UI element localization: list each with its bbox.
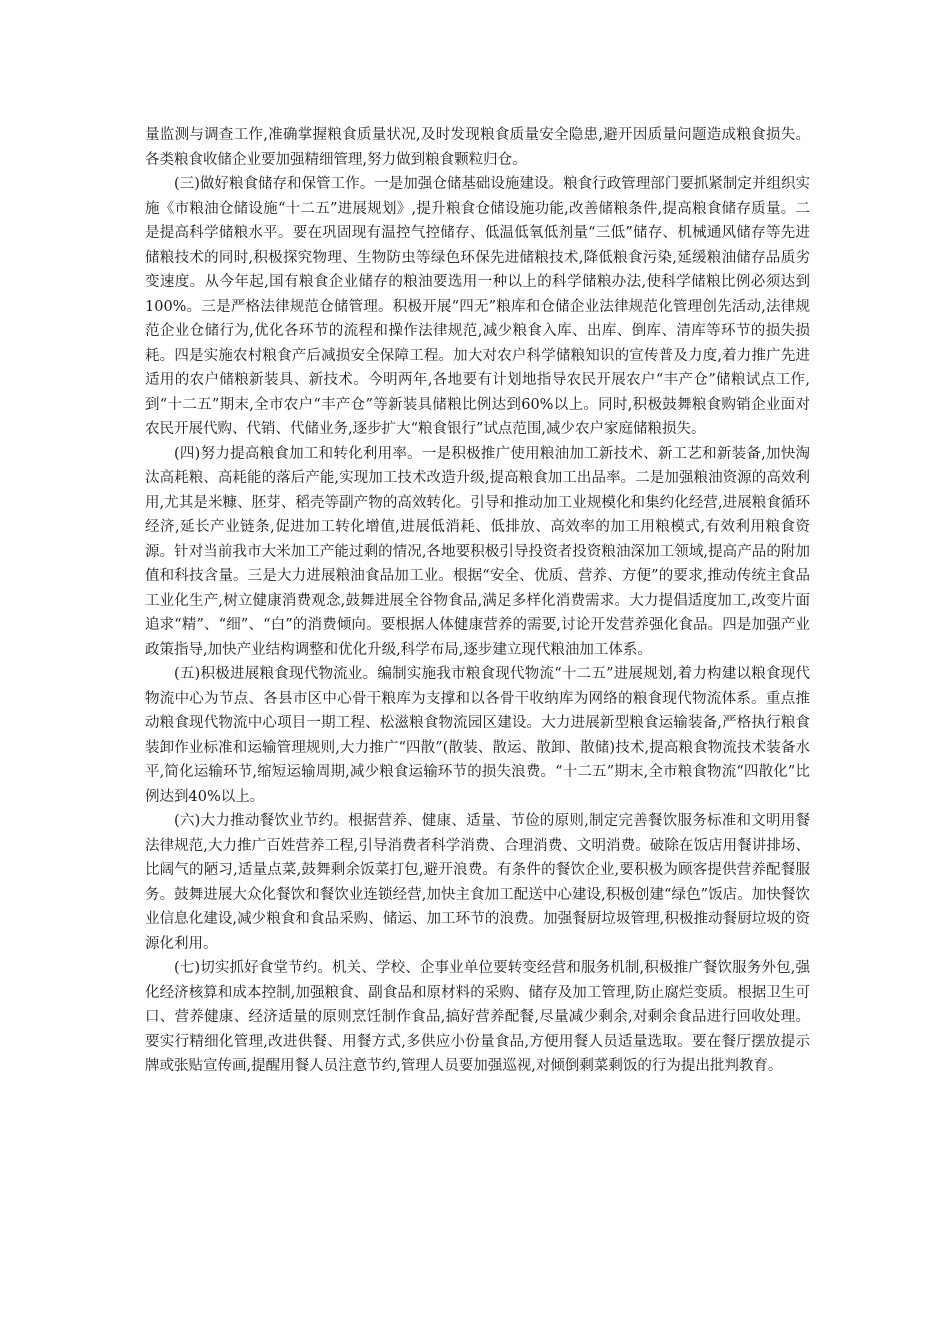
paragraph-section-3-grain-storage: (三)做好粮食储存和保管工作。一是加强仓储基础设施建设。粮食行政管理部门要抓紧制定并组织实施《市粮油仓储设施“十二五”进展规划》,提升粮食仓储设施功能,改善储粮条件,提高粮食储存质量。二是提高科学储粮水平。要在巩固现有温控气控储存、低温低氧低剂量“三低”储存、机械通风储存等先进储粮技术的同时,积极探究物理、生物防虫等绿色环保先进储粮技术,降低粮食污染,延缓粮油储存品质劣变速度。从今年起,国有粮食企业储存的粮油要选用一种以上的科学储粮办法,使科学储粮比例必须达到100%。三是严格法律规范仓储管理。积极开展“四无”粮库和仓储企业法律规范化管理创先活动,法律规范企业仓储行为,优化各环节的流程和操作法律规范,减少粮食入库、出库、倒库、清库等环节的损失损耗。四是实施农村粮食产后减损安全保障工程。加大对农户科学储粮知识的宣传普及力度,着力推广先进适用的农户储粮新装具、新技术。今明两年,各地要有计划地指导农民开展农户“丰产仓”储粮试点工作,到“十二五”期末,全市农户“丰产仓”等新装具储粮比例达到60%以上。同时,积极鼓舞粮食购销企业面对农民开展代购、代销、代储业务,逐步扩大“粮食银行”试点范围,减少农户家庭储粮损失。 — [145, 176, 810, 437]
paragraph-section-7-canteen-saving: (七)切实抓好食堂节约。机关、学校、企事业单位要转变经营和服务机制,积极推广餐饮服务外包,强化经济核算和成本控制,加强粮食、副食品和原材料的采购、储存及加工管理,防止腐烂变质。根据卫生可口、营养健康、经济适量的原则烹饪制作食品,搞好营养配餐,尽量减少剩余,对剩余食品进行回收处理。要实行精细化管理,改进供餐、用餐方式,多供应小份量食品,方便用餐人员适量选取。要在餐厅摆放提示牌或张贴宣传画,提醒用餐人员注意节约,管理人员要加强巡视,对倾倒剩菜剩饭的行为提出批判教育。 — [145, 960, 810, 1074]
document-body — [145, 123, 810, 1079]
paragraph-section-4-grain-processing: (四)努力提高粮食加工和转化利用率。一是积极推广使用粮油加工新技术、新工艺和新装备,加快淘汰高耗粮、高耗能的落后产能,实现加工技术改造升级,提高粮食加工出品率。二是加强粮油资源的高效利用,尤其是米糠、胚芽、稻壳等副产物的高效转化。引导和推动加工业规模化和集约化经营,进展粮食循环经济,延长产业链条,促进加工转化增值,进展低消耗、低排放、高效率的加工用粮模式,有效利用粮食资源。针对当前我市大米加工产能过剩的情况,各地要积极引导投资者投资粮油深加工领域,提高产品的附加值和科技含量。三是大力进展粮油食品加工业。根据“安全、优质、营养、方便”的要求,推动传统主食品工业化生产,树立健康消费观念,鼓舞进展全谷物食品,满足多样化消费需求。大力提倡适度加工,改变片面追求“精”、“细”、“白”的消费倾向。要根据人体健康营养的需要,讨论开发营养强化食品。四是加强产业政策指导,加快产业结构调整和优化升级,科学布局,逐步建立现代粮油加工体系。 — [145, 445, 810, 658]
paragraph-section-6-catering-saving: (六)大力推动餐饮业节约。根据营养、健康、适量、节俭的原则,制定完善餐饮服务标准和文明用餐法律规范,大力推广百姓营养工程,引导消费者科学消费、合理消费、文明消费。破除在饭店用餐讲排场、比阔气的陋习,适量点菜,鼓舞剩余饭菜打包,避开浪费。有条件的餐饮企业,要积极为顾客提供营养配餐服务。鼓舞进展大众化餐饮和餐饮业连锁经营,加快主食加工配送中心建设,积极创建“绿色”饭店。加快餐饮业信息化建设,减少粮食和食品采购、储运、加工环节的浪费。加强餐厨垃圾管理,积极推动餐厨垃圾的资源化利用。 — [145, 813, 810, 952]
paragraph-continuation: 量监测与调查工作,准确掌握粮食质量状况,及时发现粮食质量安全隐患,避开因质量问题造成粮食损失。各类粮食收储企业要加强精细管理,努力做到粮食颗粒归仓。 — [145, 127, 810, 168]
paragraph-section-5-grain-logistics: (五)积极进展粮食现代物流业。编制实施我市粮食现代物流“十二五”进展规划,着力构建以粮食现代物流中心为节点、各县市区中心骨干粮库为支撑和以各骨干收纳库为网络的粮食现代物流体系。重点推动粮食现代物流中心项目一期工程、松滋粮食物流园区建设。大力进展新型粮食运输装备,严格执行粮食装卸作业标准和运输管理规则,大力推广“四散”(散装、散运、散卸、散储)技术,提高粮食物流技术装备水平,简化运输环节,缩短运输周期,减少粮食运输环节的损失浪费。“十二五”期末,全市粮食物流“四散化”比例达到40%以上。 — [145, 666, 810, 805]
